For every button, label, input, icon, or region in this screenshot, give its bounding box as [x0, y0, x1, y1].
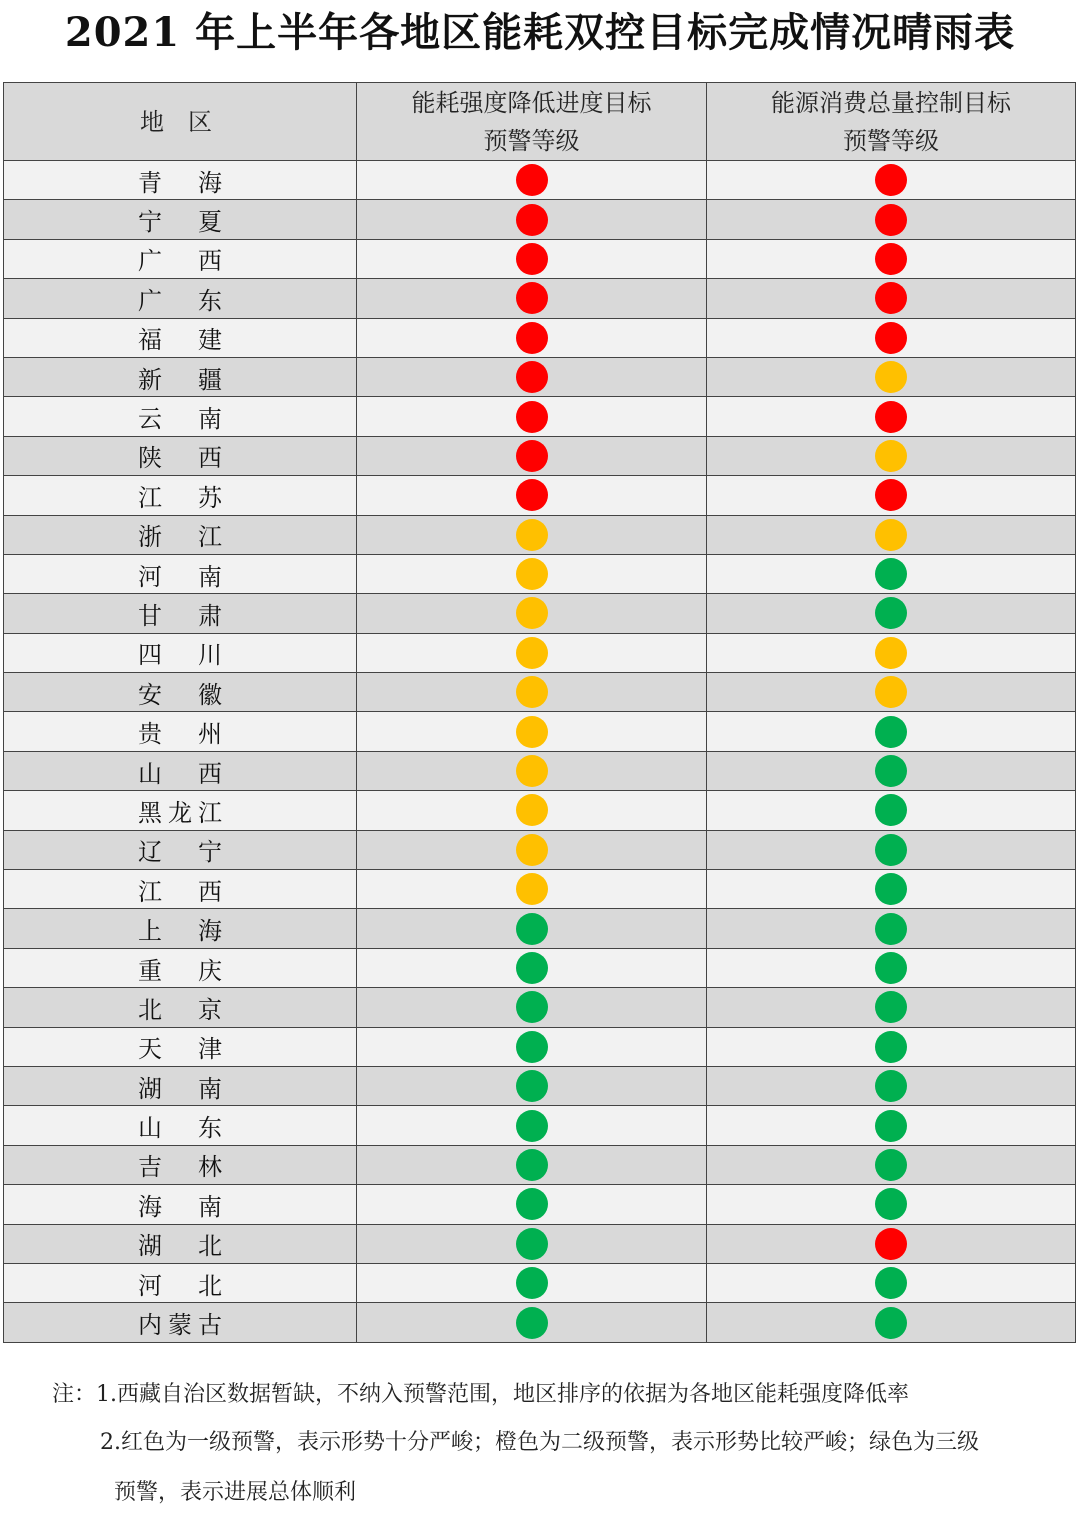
intensity-level-cell	[357, 1224, 707, 1263]
intensity-level-cell	[357, 436, 707, 475]
table-row	[4, 948, 1076, 987]
red-warning-dot	[516, 282, 548, 314]
green-warning-dot	[516, 952, 548, 984]
intensity-level-cell	[357, 870, 707, 909]
total-level-cell	[707, 515, 1076, 554]
region-cell	[4, 318, 357, 357]
orange-warning-dot	[516, 637, 548, 669]
region-cell	[4, 1224, 357, 1263]
green-warning-dot	[516, 1110, 548, 1142]
table-row	[4, 1066, 1076, 1105]
table-row	[4, 1106, 1076, 1145]
orange-warning-dot	[516, 755, 548, 787]
region-cell	[4, 515, 357, 554]
table-row	[4, 594, 1076, 633]
table-row	[4, 830, 1076, 869]
table-row	[4, 515, 1076, 554]
region-cell	[4, 1027, 357, 1066]
total-level-cell	[707, 1145, 1076, 1184]
region-cell	[4, 554, 357, 593]
green-warning-dot	[516, 1188, 548, 1220]
total-level-cell	[707, 200, 1076, 239]
region-cell	[4, 988, 357, 1027]
total-level-cell	[707, 1224, 1076, 1263]
table-body	[4, 161, 1076, 1343]
table-row	[4, 1303, 1076, 1342]
region-name: 湖南	[138, 1074, 222, 1103]
region-name: 江西	[138, 877, 222, 906]
intensity-level-cell	[357, 830, 707, 869]
header-intensity	[357, 83, 707, 161]
region-name: 福建	[138, 326, 222, 355]
total-level-cell	[707, 318, 1076, 357]
region-name: 广西	[138, 247, 222, 276]
region-name: 湖北	[138, 1232, 222, 1261]
region-cell	[4, 1263, 357, 1302]
total-level-cell	[707, 1066, 1076, 1105]
intensity-level-cell	[357, 988, 707, 1027]
header-intensity-line2: 预警等级	[483, 126, 580, 155]
table-row	[4, 397, 1076, 436]
orange-warning-dot	[516, 794, 548, 826]
total-level-cell	[707, 988, 1076, 1027]
intensity-level-cell	[357, 633, 707, 672]
region-name: 贵州	[138, 720, 222, 749]
total-level-cell	[707, 909, 1076, 948]
note-line-1: 注：1.西藏自治区数据暂缺，不纳入预警范围，地区排序的依据为各地区能耗强度降低率	[52, 1382, 909, 1407]
table-row	[4, 633, 1076, 672]
table-row	[4, 1185, 1076, 1224]
intensity-level-cell	[357, 161, 707, 200]
green-warning-dot	[516, 1031, 548, 1063]
table-row	[4, 1145, 1076, 1184]
region-name: 新疆	[138, 365, 222, 394]
region-name: 北京	[138, 995, 222, 1024]
region-name: 河南	[138, 562, 222, 591]
orange-warning-dot	[516, 597, 548, 629]
region-name: 四川	[138, 641, 222, 670]
table-row	[4, 161, 1076, 200]
region-cell	[4, 200, 357, 239]
region-name: 山西	[138, 759, 222, 788]
table-row	[4, 988, 1076, 1027]
red-warning-dot	[516, 479, 548, 511]
table-row	[4, 1224, 1076, 1263]
total-level-cell	[707, 554, 1076, 593]
green-warning-dot	[875, 991, 907, 1023]
region-cell	[4, 357, 357, 396]
header-region-label: 地 区	[140, 107, 212, 136]
intensity-level-cell	[357, 1303, 707, 1342]
table-row	[4, 279, 1076, 318]
green-warning-dot	[875, 1031, 907, 1063]
region-name: 海南	[138, 1192, 222, 1221]
intensity-level-cell	[357, 239, 707, 278]
intensity-level-cell	[357, 1263, 707, 1302]
intensity-level-cell	[357, 1027, 707, 1066]
red-warning-dot	[875, 479, 907, 511]
region-name: 辽宁	[138, 838, 222, 867]
table-row	[4, 476, 1076, 515]
intensity-level-cell	[357, 1185, 707, 1224]
total-level-cell	[707, 1106, 1076, 1145]
header-total-line2: 预警等级	[843, 126, 939, 155]
region-cell	[4, 1066, 357, 1105]
region-name: 山东	[138, 1114, 222, 1143]
red-warning-dot	[875, 1228, 907, 1260]
total-level-cell	[707, 594, 1076, 633]
region-cell	[4, 279, 357, 318]
region-name: 陕西	[138, 444, 222, 473]
intensity-level-cell	[357, 357, 707, 396]
region-cell	[4, 909, 357, 948]
green-warning-dot	[516, 1267, 548, 1299]
green-warning-dot	[516, 1149, 548, 1181]
total-level-cell	[707, 397, 1076, 436]
intensity-level-cell	[357, 712, 707, 751]
green-warning-dot	[875, 1188, 907, 1220]
green-warning-dot	[875, 1307, 907, 1339]
table-row	[4, 357, 1076, 396]
header-region	[4, 83, 357, 161]
region-cell	[4, 476, 357, 515]
intensity-level-cell	[357, 318, 707, 357]
green-warning-dot	[875, 794, 907, 826]
table-row	[4, 554, 1076, 593]
region-cell	[4, 1145, 357, 1184]
region-cell	[4, 161, 357, 200]
region-cell	[4, 791, 357, 830]
red-warning-dot	[516, 440, 548, 472]
red-warning-dot	[516, 401, 548, 433]
intensity-level-cell	[357, 476, 707, 515]
region-name: 安徽	[138, 680, 222, 709]
intensity-level-cell	[357, 594, 707, 633]
red-warning-dot	[875, 401, 907, 433]
red-warning-dot	[875, 204, 907, 236]
table-row	[4, 909, 1076, 948]
red-warning-dot	[875, 282, 907, 314]
intensity-level-cell	[357, 948, 707, 987]
green-warning-dot	[875, 873, 907, 905]
region-cell	[4, 870, 357, 909]
header-total	[707, 83, 1076, 161]
total-level-cell	[707, 1027, 1076, 1066]
intensity-level-cell	[357, 279, 707, 318]
total-level-cell	[707, 712, 1076, 751]
region-name: 黑龙江	[138, 798, 222, 827]
red-warning-dot	[516, 361, 548, 393]
red-warning-dot	[875, 322, 907, 354]
intensity-level-cell	[357, 673, 707, 712]
note-line-2: 2.红色为一级预警，表示形势十分严峻；橙色为二级预警，表示形势比较严峻；绿色为三级	[100, 1430, 979, 1455]
orange-warning-dot	[875, 361, 907, 393]
orange-warning-dot	[875, 440, 907, 472]
total-level-cell	[707, 1303, 1076, 1342]
total-level-cell	[707, 279, 1076, 318]
region-cell	[4, 397, 357, 436]
green-warning-dot	[875, 755, 907, 787]
total-level-cell	[707, 633, 1076, 672]
total-level-cell	[707, 239, 1076, 278]
region-name: 浙江	[138, 523, 222, 552]
intensity-level-cell	[357, 1145, 707, 1184]
table-row	[4, 239, 1076, 278]
green-warning-dot	[875, 952, 907, 984]
orange-warning-dot	[875, 519, 907, 551]
header-total-line1: 能源消费总量控制目标	[771, 88, 1011, 117]
total-level-cell	[707, 791, 1076, 830]
region-cell	[4, 239, 357, 278]
red-warning-dot	[516, 243, 548, 275]
region-name: 青海	[138, 168, 222, 197]
orange-warning-dot	[516, 716, 548, 748]
region-cell	[4, 712, 357, 751]
region-cell	[4, 830, 357, 869]
region-name: 宁夏	[138, 208, 222, 237]
table-row	[4, 200, 1076, 239]
intensity-level-cell	[357, 554, 707, 593]
intensity-level-cell	[357, 200, 707, 239]
orange-warning-dot	[516, 834, 548, 866]
total-level-cell	[707, 1185, 1076, 1224]
orange-warning-dot	[875, 676, 907, 708]
region-cell	[4, 751, 357, 790]
region-cell	[4, 948, 357, 987]
intensity-level-cell	[357, 791, 707, 830]
table-row	[4, 318, 1076, 357]
region-name: 吉林	[138, 1153, 222, 1182]
region-cell	[4, 633, 357, 672]
red-warning-dot	[875, 164, 907, 196]
total-level-cell	[707, 948, 1076, 987]
green-warning-dot	[516, 913, 548, 945]
green-warning-dot	[875, 1110, 907, 1142]
total-level-cell	[707, 870, 1076, 909]
orange-warning-dot	[516, 873, 548, 905]
total-level-cell	[707, 673, 1076, 712]
total-level-cell	[707, 751, 1076, 790]
region-name: 江苏	[138, 483, 222, 512]
note-line-3: 预警，表示进展总体顺利	[114, 1480, 357, 1505]
orange-warning-dot	[516, 676, 548, 708]
table-row	[4, 673, 1076, 712]
total-level-cell	[707, 830, 1076, 869]
green-warning-dot	[875, 834, 907, 866]
green-warning-dot	[516, 1307, 548, 1339]
intensity-level-cell	[357, 909, 707, 948]
page-title: 2021 年上半年各地区能耗双控目标完成情况晴雨表	[64, 9, 1016, 56]
region-cell	[4, 1106, 357, 1145]
green-warning-dot	[516, 1070, 548, 1102]
table-row	[4, 436, 1076, 475]
red-warning-dot	[516, 204, 548, 236]
total-level-cell	[707, 436, 1076, 475]
region-name: 重庆	[138, 956, 222, 985]
region-cell	[4, 1303, 357, 1342]
table-row	[4, 791, 1076, 830]
red-warning-dot	[516, 322, 548, 354]
green-warning-dot	[516, 1228, 548, 1260]
table-row	[4, 1027, 1076, 1066]
region-cell	[4, 594, 357, 633]
orange-warning-dot	[516, 519, 548, 551]
region-cell	[4, 673, 357, 712]
green-warning-dot	[516, 991, 548, 1023]
region-name: 上海	[138, 917, 222, 946]
region-name: 甘肃	[138, 601, 222, 630]
header-intensity-line1: 能耗强度降低进度目标	[411, 88, 652, 117]
region-name: 云南	[138, 405, 222, 434]
region-name: 天津	[138, 1035, 222, 1064]
green-warning-dot	[875, 1070, 907, 1102]
green-warning-dot	[875, 1149, 907, 1181]
total-level-cell	[707, 476, 1076, 515]
green-warning-dot	[875, 716, 907, 748]
intensity-level-cell	[357, 1106, 707, 1145]
table-row	[4, 1263, 1076, 1302]
intensity-level-cell	[357, 1066, 707, 1105]
green-warning-dot	[875, 558, 907, 590]
region-name: 河北	[138, 1271, 222, 1300]
region-name: 广东	[138, 286, 222, 315]
green-warning-dot	[875, 913, 907, 945]
region-cell	[4, 436, 357, 475]
intensity-level-cell	[357, 397, 707, 436]
intensity-level-cell	[357, 515, 707, 554]
region-name: 内蒙古	[138, 1311, 222, 1340]
green-warning-dot	[875, 1267, 907, 1299]
intensity-level-cell	[357, 751, 707, 790]
total-level-cell	[707, 161, 1076, 200]
header-row	[4, 83, 1076, 161]
orange-warning-dot	[875, 637, 907, 669]
red-warning-dot	[516, 164, 548, 196]
total-level-cell	[707, 1263, 1076, 1302]
table-row	[4, 751, 1076, 790]
table-row	[4, 870, 1076, 909]
total-level-cell	[707, 357, 1076, 396]
warning-table	[3, 82, 1076, 1343]
orange-warning-dot	[516, 558, 548, 590]
red-warning-dot	[875, 243, 907, 275]
region-cell	[4, 1185, 357, 1224]
green-warning-dot	[875, 597, 907, 629]
table-row	[4, 712, 1076, 751]
